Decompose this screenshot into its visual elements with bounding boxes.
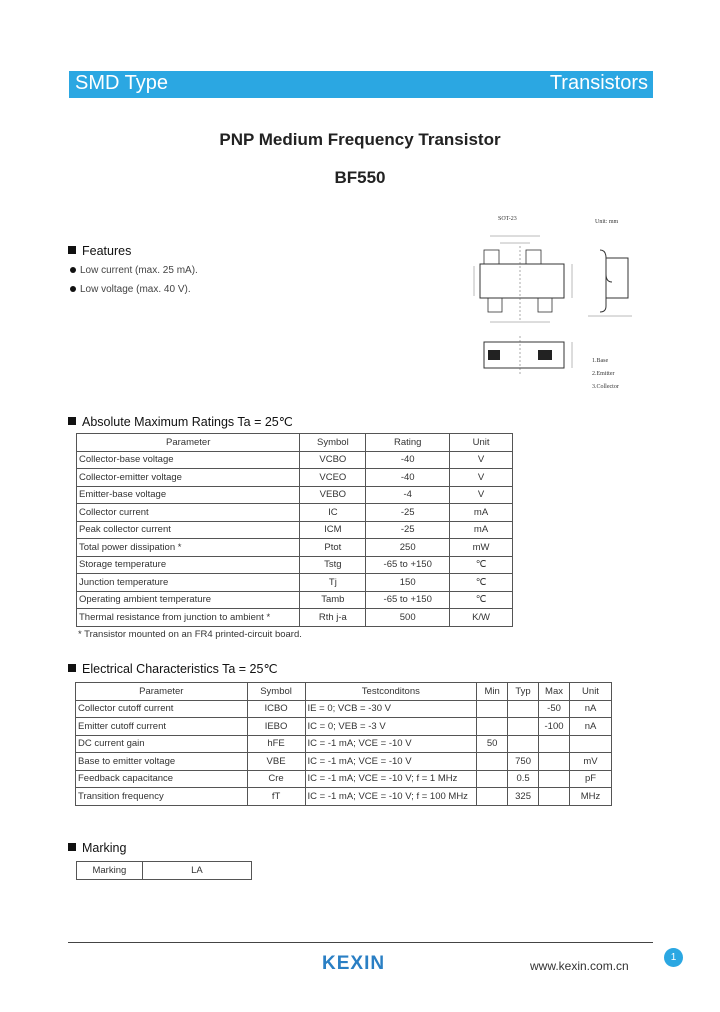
table-row [77, 609, 513, 627]
table-cell: Total power dissipation * [77, 539, 300, 557]
table-cell: Ptot [300, 539, 366, 557]
table-cell: -25 [366, 521, 450, 539]
table-cell: IC [300, 504, 366, 522]
table-cell: V [450, 486, 513, 504]
table-cell: DC current gain [76, 735, 248, 753]
table-cell: 250 [366, 539, 450, 557]
table-cell: -65 to +150 [366, 556, 450, 574]
part-number: BF550 [334, 168, 386, 187]
table-cell [539, 735, 570, 753]
table-cell: V [450, 469, 513, 487]
table-cell: mV [570, 753, 612, 771]
table-cell: ICBO [247, 700, 305, 718]
table-cell: mW [450, 539, 513, 557]
square-bullet-icon [68, 664, 76, 672]
marking-heading: Marking [68, 841, 126, 855]
table-cell: Collector current [77, 504, 300, 522]
website-link[interactable]: www.kexin.com.cn [530, 959, 629, 973]
table-cell [539, 788, 570, 806]
package-unit: Unit: mm [595, 219, 619, 225]
footer-divider [68, 942, 653, 943]
table-cell: Cre [247, 770, 305, 788]
table-cell: Base to emitter voltage [76, 753, 248, 771]
package-drawing [460, 210, 660, 400]
table-cell: Collector cutoff current [76, 700, 248, 718]
table-row [76, 718, 612, 736]
table-cell: Peak collector current [77, 521, 300, 539]
abs-max-heading: Absolute Maximum Ratings Ta = 25℃ [68, 414, 293, 429]
table-header: Testconditons [305, 683, 477, 701]
table-cell: -25 [366, 504, 450, 522]
pin-label: 3.Collector [592, 384, 619, 390]
table-header: Typ [508, 683, 539, 701]
table-cell: VEBO [300, 486, 366, 504]
table-cell [477, 753, 508, 771]
table-cell: mA [450, 521, 513, 539]
table-cell: VBE [247, 753, 305, 771]
table-cell: mA [450, 504, 513, 522]
bullet-icon [70, 267, 76, 273]
abs-max-table [76, 433, 513, 627]
table-cell: -65 to +150 [366, 591, 450, 609]
table-cell: Operating ambient temperature [77, 591, 300, 609]
table-cell: Marking [77, 862, 143, 880]
table-row [77, 521, 513, 539]
table-header: Symbol [300, 434, 366, 452]
table-row [77, 574, 513, 592]
table-cell: Emitter-base voltage [77, 486, 300, 504]
table-cell: 150 [366, 574, 450, 592]
table-cell [508, 700, 539, 718]
table-header: Unit [450, 434, 513, 452]
table-header: Symbol [247, 683, 305, 701]
table-cell: IC = -1 mA; VCE = -10 V [305, 753, 477, 771]
table-header: Unit [570, 683, 612, 701]
table-cell: -50 [539, 700, 570, 718]
table-header-row [76, 683, 612, 701]
table-row [76, 700, 612, 718]
pin-label: 1.Base [592, 358, 609, 364]
square-bullet-icon [68, 843, 76, 851]
table-cell [539, 753, 570, 771]
table-cell: 750 [508, 753, 539, 771]
table-cell [508, 718, 539, 736]
elec-table [75, 682, 612, 806]
table-cell: V [450, 451, 513, 469]
table-cell [508, 735, 539, 753]
table-cell: 50 [477, 735, 508, 753]
table-cell: -4 [366, 486, 450, 504]
table-cell: Feedback capacitance [76, 770, 248, 788]
table-cell: IEBO [247, 718, 305, 736]
pin-label: 2.Emitter [592, 371, 615, 377]
table-cell: Emitter cutoff current [76, 718, 248, 736]
feature-item: Low current (max. 25 mA). [70, 265, 198, 276]
table-cell: IC = -1 mA; VCE = -10 V [305, 735, 477, 753]
table-row [76, 770, 612, 788]
bullet-icon [70, 286, 76, 292]
table-cell: 0.5 [508, 770, 539, 788]
table-cell [477, 788, 508, 806]
table-cell [477, 770, 508, 788]
table-header: Rating [366, 434, 450, 452]
table-cell: IC = 0; VEB = -3 V [305, 718, 477, 736]
table-row [77, 504, 513, 522]
square-bullet-icon [68, 417, 76, 425]
page-number: 1 [664, 948, 683, 967]
kexin-logo: KEXIN [322, 953, 386, 974]
table-cell: -40 [366, 469, 450, 487]
table-cell: IC = -1 mA; VCE = -10 V; f = 1 MHz [305, 770, 477, 788]
table-cell: Tamb [300, 591, 366, 609]
table-footnote: * Transistor mounted on an FR4 printed-circuit board. [78, 629, 302, 640]
table-cell: VCBO [300, 451, 366, 469]
table-cell: Junction temperature [77, 574, 300, 592]
table-row [77, 539, 513, 557]
table-cell: Rth j-a [300, 609, 366, 627]
table-row [77, 556, 513, 574]
table-row [77, 451, 513, 469]
doc-title: PNP Medium Frequency Transistor [219, 130, 501, 149]
table-cell: -40 [366, 451, 450, 469]
table-cell: nA [570, 700, 612, 718]
table-cell: Collector-base voltage [77, 451, 300, 469]
table-header: Parameter [76, 683, 248, 701]
table-row [76, 735, 612, 753]
table-cell: -100 [539, 718, 570, 736]
table-cell: nA [570, 718, 612, 736]
table-cell: Tj [300, 574, 366, 592]
table-cell: K/W [450, 609, 513, 627]
header-right: Transistors [549, 72, 648, 94]
header-banner [69, 71, 653, 98]
table-cell: IC = -1 mA; VCE = -10 V; f = 100 MHz [305, 788, 477, 806]
table-cell: MHz [570, 788, 612, 806]
table-cell [570, 735, 612, 753]
table-cell: Thermal resistance from junction to ambient * [77, 609, 300, 627]
table-cell: fT [247, 788, 305, 806]
table-header: Parameter [77, 434, 300, 452]
table-header: Min [477, 683, 508, 701]
header-left: SMD Type [75, 72, 168, 94]
table-header: Max [539, 683, 570, 701]
table-cell: ℃ [450, 574, 513, 592]
table-cell: 325 [508, 788, 539, 806]
table-row [76, 753, 612, 771]
table-cell: Tstg [300, 556, 366, 574]
table-cell: VCEO [300, 469, 366, 487]
package-name: SOT-23 [498, 216, 517, 222]
table-cell: 500 [366, 609, 450, 627]
table-cell [539, 770, 570, 788]
table-cell [477, 718, 508, 736]
table-cell: ICM [300, 521, 366, 539]
table-cell [477, 700, 508, 718]
features-heading: Features [68, 244, 131, 258]
table-cell: ℃ [450, 591, 513, 609]
table-cell: hFE [247, 735, 305, 753]
table-row [77, 591, 513, 609]
table-row [77, 486, 513, 504]
square-bullet-icon [68, 246, 76, 254]
table-row [77, 862, 252, 880]
table-row [76, 788, 612, 806]
table-cell: ℃ [450, 556, 513, 574]
feature-item: Low voltage (max. 40 V). [70, 284, 191, 295]
table-cell: Storage temperature [77, 556, 300, 574]
elec-heading: Electrical Characteristics Ta = 25℃ [68, 661, 277, 676]
table-cell: pF [570, 770, 612, 788]
table-cell: LA [142, 862, 251, 880]
table-row [77, 469, 513, 487]
table-header-row [77, 434, 513, 452]
table-cell: IE = 0; VCB = -30 V [305, 700, 477, 718]
table-cell: Collector-emitter voltage [77, 469, 300, 487]
table-cell: Transition frequency [76, 788, 248, 806]
marking-table [76, 861, 252, 880]
